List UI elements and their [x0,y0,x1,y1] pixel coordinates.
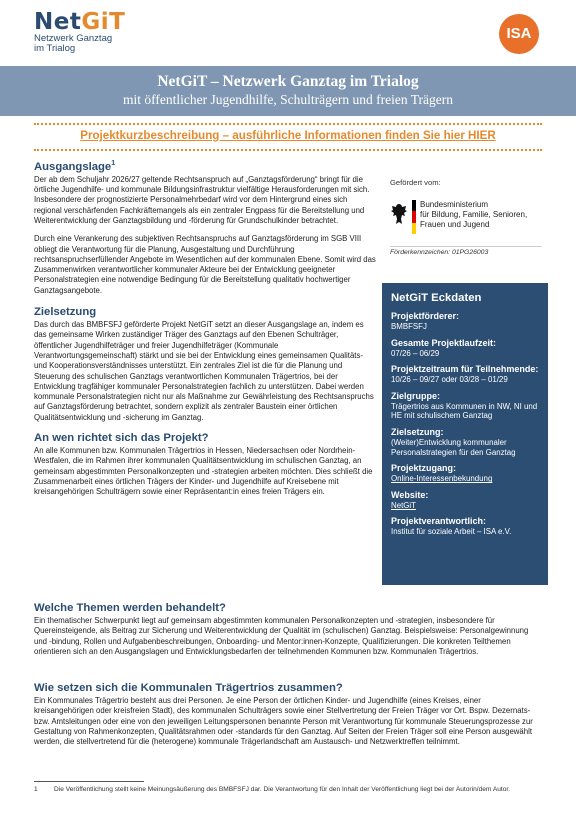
eck-value-foerderer: BMBFSFJ [391,322,427,331]
eck-value-zielsetzung: (Weiter)Entwicklung kommunaler Personalstrategien für den Ganztag [391,437,516,457]
federal-eagle-icon [390,203,408,225]
eck-label-laufzeit: Gesamte Projektlaufzeit: [391,337,497,348]
divider-top [34,123,542,125]
eck-value-laufzeit: 07/26 – 06/29 [391,348,440,358]
eckdaten-title: NetGiT Eckdaten [391,292,482,304]
footnote-number: 1 [34,786,38,793]
footnote-text: Die Veröffentlichung stellt keine Meinungsäußerung des BMBFSFJ dar. Die Verantwortung für den Inhalt der Veröffentlichung liegt bei der Autorin/dem Autor. [54,786,511,793]
ausgangslage-para-1: Der ab dem Schuljahr 2026/27 geltende Rechtsanspruch auf „Ganztagsförderung“ bringt für die örtliche Jugendhilfe- und kommunale Bildungsinfrastruktur vielfältige Herausforderungen mit sich. Insbesondere der prognostizierte Personalmehrbedarf wird vor dem Hintergrund eines sich regional verschärfenden Fachkräftemangels als ein zentraler Engpass für die Bereitstellung und Weiterentwicklung der Ganztagsbildung und -förderung für Grundschulkinder betrachtet. [34,174,370,225]
zielgruppe-para: An alle Kommunen bzw. Kommunalen Trägertrios in Hessen, Niedersachsen oder Nordrhein-Westfalen, die im Rahmen ihrer kommunalen Qualitätsentwicklung im schulischen Ganztag, an gemeinsam abgestimmten Personalkonzepten und -strategien arbeiten möchten. Dies schließt die Zusammenarbeit eines örtlichen Trägers der Kinder- und Jugendhilfe auf Kreisebene mit kreisangehörigen Schulträgern sowie einer Repräsentant:in eines freien Trägers ein. [34,446,373,497]
heading-trios: Wie setzen sich die Kommunalen Trägertrios zusammen? [34,682,343,694]
left-column [34,157,376,497]
eck-label-zugang: Projektzugang: [391,463,457,474]
eckdaten-box [382,283,548,585]
ministry-name: Bundesministerium für Bildung, Familie, Senioren, Frauen und Jugend [420,200,528,229]
flag-stripe-black [412,200,416,211]
banner-title: NetGiT – Netzwerk Ganztag im Trialog [157,73,419,90]
eck-label-zielgruppe: Zielgruppe: [391,390,440,401]
trios-section [34,681,542,747]
themen-section [34,601,542,657]
funded-by-label: Gefördert vom: [390,178,441,187]
themen-para: Ein thematischer Schwerpunkt liegt auf gemeinsam abgestimmten kommunalen Personalkonzepten und -strategien, insbesondere für Quereinsteigende, als Beitrag zur Sicherung und Weiterentwicklung der Qualität im (schulischen) Ganztag. Beispielsweise: Personalgewinnung und -bindung, Rollen und Aufgabenbeschreibungen, Onboarding- und Mentor:innen-Konzepte, Qualifizierungen. Die konkreten Teilthemen orientieren sich an den Ausgangslagen und Entwicklungsbedarfen der teilnehmenden Kommunen bzw. Kommunalen Trägertrios. [34,616,529,656]
eck-label-verantwortlich: Projektverantwortlich: [391,516,487,527]
zielsetzung-para: Das durch das BMBFSFJ geförderte Projekt NetGiT setzt an dieser Ausgangslage an, indem es das gemeinsame Wirken zuständiger Träger des Ganztags auf den Ebenen Schulträger, öffentlicher Jugendhilfeträger und freier Jugendhilfeträger (Kommunale Verantwortungsgemeinschaft) stärkt und sie bei der Entwicklung eines gemeinsamen Qualitäts- und Kooperationsverständnisses unterstützt. Ein zentrales Ziel ist die für die Planung und Steuerung des schulischen Ganztags verantwortlichen Kommunalen Trägertrios, bei der Entwicklung tragfähiger kommunaler Personalstrategien fachlich zu unterstützen. Dabei werden kommunale Personalstrategien nicht nur als Maßnahme zur Gewährleistung des Rechtsanspruchs auf Ganztagsförderung betrachtet, sondern explizit als zentraler Baustein einer örtlichen Qualitätsentwicklung und -sicherung im Ganztag. [34,320,374,422]
flag-stripe-red [412,211,416,222]
eck-link-website[interactable]: NetGiT [391,500,416,510]
footnote-rule [34,781,144,782]
eck-label-foerderer: Projektförderer: [391,311,460,321]
ausgangslage-para-2: Durch eine Verankerung des subjektiven Rechtsanspruchs auf Ganztagsförderung im SGB VIII obliegt die Verantwortung für die Planung, Ausgestaltung und Durchführung rechtsanspruchserfüllender Angebote im Wesentlichen auf der kommunalen Ebene. Somit wird das Zusammenwirken verantwortlicher kommunaler Akteure bei der Entwicklung geeigneter Personalstrategien eine notwendige Bedingung für die Bereitstellung qualitativ hochwertiger Ganztagsangebote. [34,234,376,295]
logo-word-net: Net [34,9,82,35]
german-flag-stripe [412,200,416,234]
eck-value-zeitraum: 10/26 – 09/27 oder 03/28 – 01/29 [391,375,508,385]
heading-themen: Welche Themen werden behandelt? [34,602,226,614]
logo-subline-1: Netzwerk Ganztag [34,33,113,44]
heading-ausgangslage: Ausgangslage$^1$ [34,160,116,173]
eck-label-website: Website: [391,489,429,500]
footnote-mark[interactable]: 1 [111,160,116,167]
eck-value-verantwortlich: Institut für soziale Arbeit – ISA e.V. [391,527,512,537]
funding-code-rule [390,246,542,247]
logo-word-git: GiT [81,9,126,35]
trios-para: Ein Kommunales Trägertrio besteht aus drei Personen. Je eine Person der örtlichen Kinder- und Jugendhilfe (eines Kreises, einer kreisangehörigen oder kreisfreien Stadt), des kommunalen Schulträgers sowie einer Stellvertretung der Freien Träger vor Ort. Bspw. Dezernats- bzw. Amtsleitungen oder eine von den jeweiligen Leitungspersonen benannte Person mit Verantwortung für kommunale Steuerungsprozesse zur Gestaltung von Rahmenkonzepten, Qualitätsrahmen oder -standards für den Ganztag. Auf Seiten der Freien Träger soll eine Person ausgewählt werden, die stellvertretend für die (heterogene) kommunale Trägerlandschaft am Austausch- und Netzwerktreffen teilnimmt. [34,696,533,747]
logo-subline-2: im Trialog [34,43,76,54]
netgit-logo [34,10,125,54]
eck-link-interessenbekundung[interactable]: Online-Interessenbekundung [391,474,493,484]
heading-zielsetzung: Zielsetzung [34,306,97,319]
eck-label-zielsetzung: Zielsetzung: [391,426,444,437]
summary-link[interactable]: Projektkurzbeschreibung – ausführliche Informationen finden Sie hier HIER [80,129,496,142]
funding-code: Förderkennzeichen: 01PG26003 [390,249,489,256]
isa-logo: ISA [499,14,539,54]
eck-value-zielgruppe: Trägertrios aus Kommunen in NW, NI und HE mit schulischem Ganztag [391,401,538,421]
title-banner [0,66,576,116]
flag-stripe-gold [412,223,416,234]
eck-label-zeitraum: Projektzeitraum für Teilnehmende: [391,364,539,375]
heading-zielgruppe: An wen richtet sich das Projekt? [34,432,209,444]
divider-bottom [34,149,542,151]
banner-subtitle: mit öffentlicher Jugendhilfe, Schulträgern und freien Trägern [122,92,454,107]
